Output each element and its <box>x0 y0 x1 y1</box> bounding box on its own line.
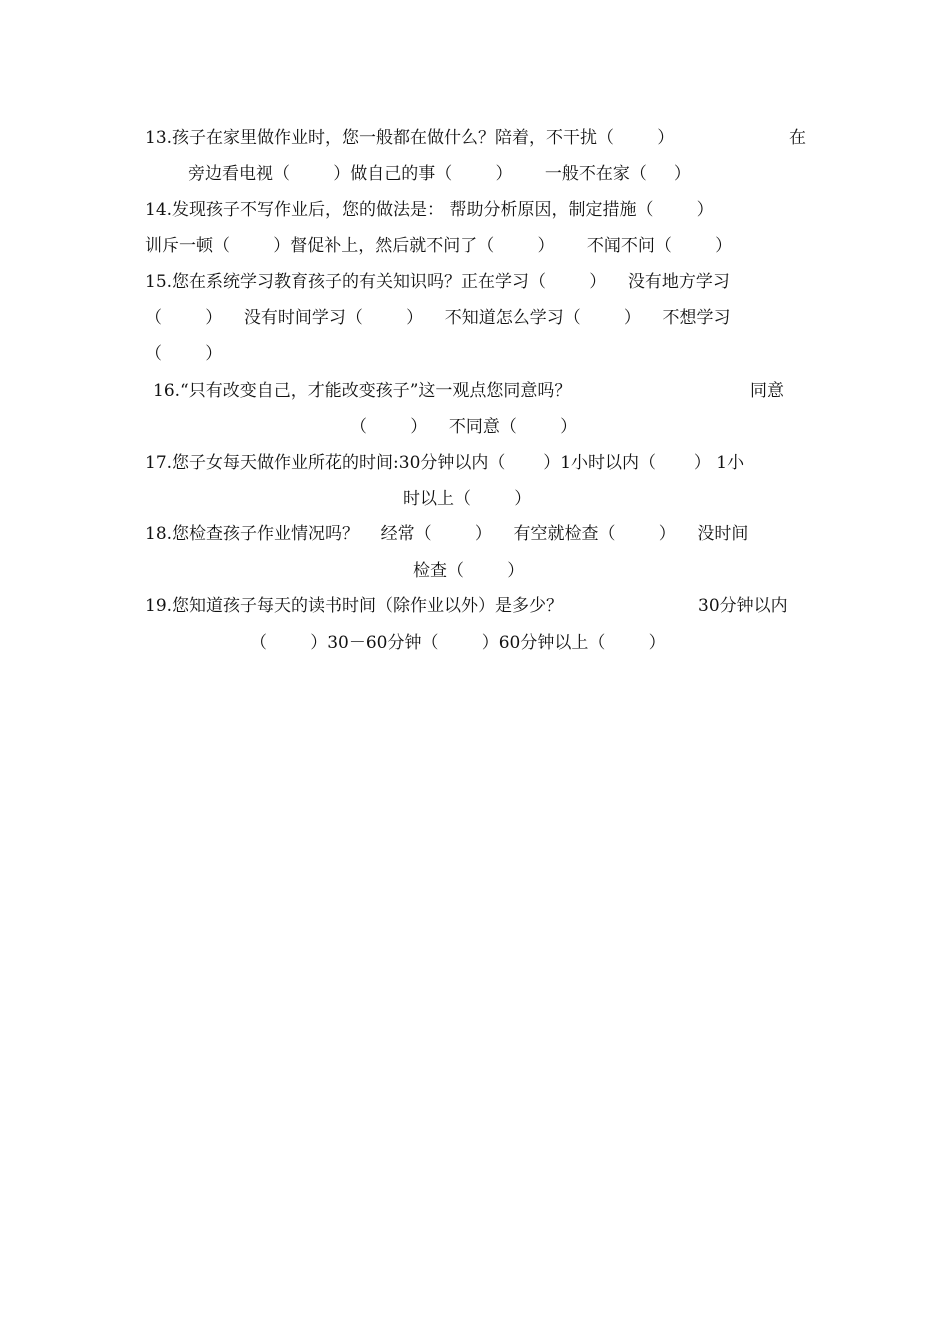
question-15-line-2: （ ） <box>145 344 223 364</box>
question-16-line-1: 同意 <box>750 381 784 401</box>
question-13-line-2: 旁边看电视（ ）做自己的事（ ） 一般不在家（ ） <box>188 164 691 184</box>
question-19-line-2: （ ）30－60分钟（ ）60分钟以上（ ） <box>250 633 666 653</box>
question-13-line-1: 在 <box>789 128 806 148</box>
question-19-line-1: 30分钟以内 <box>698 596 788 616</box>
question-16-stem: 16.“只有改变自己，才能改变孩子”这一观点您同意吗？ <box>153 381 572 401</box>
question-14-line-1: 训斥一顿（ ）督促补上，然后就不问了（ ） 不闻不问（ ） <box>145 236 733 256</box>
question-17-line-1: 时以上（ ） <box>403 489 532 509</box>
question-14-stem: 14.发现孩子不写作业后，您的做法是： 帮助分析原因，制定措施（ ） <box>145 200 714 220</box>
question-15-stem: 15.您在系统学习教育孩子的有关知识吗？正在学习（ ） 没有地方学习 <box>145 272 730 292</box>
question-18-line-1: 检查（ ） <box>413 561 525 581</box>
question-17-stem: 17.您子女每天做作业所花的时间:30分钟以内（ ）1小时以内（ ） 1小 <box>145 453 745 473</box>
question-19-stem: 19.您知道孩子每天的读书时间（除作业以外）是多少？ <box>145 596 564 616</box>
question-16-line-2: （ ） 不同意（ ） <box>350 417 578 437</box>
question-18-stem: 18.您检查孩子作业情况吗？ 经常（ ） 有空就检查（ ） 没时间 <box>145 524 749 544</box>
question-15-line-1: （ ） 没有时间学习（ ） 不知道怎么学习（ ） 不想学习 <box>145 308 731 328</box>
question-13-stem: 13.孩子在家里做作业时，您一般都在做什么？陪着，不干扰（ ） <box>145 128 675 148</box>
